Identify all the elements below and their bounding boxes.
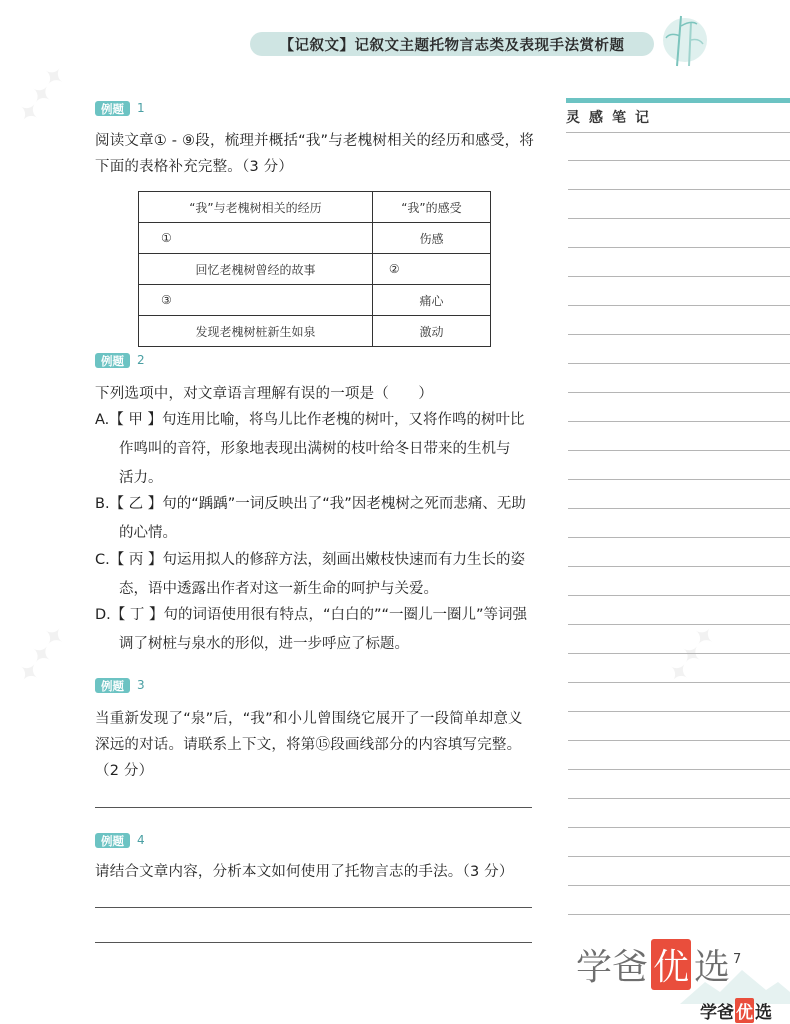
note-line[interactable] [568,914,790,915]
note-line[interactable] [568,160,790,161]
option-line: B.【 乙 】句的“踽踽”一词反映出了“我”因老槐树之死而悲痛、无助 [95,496,526,512]
note-line[interactable] [568,421,790,422]
table-cell: ① [139,223,373,254]
note-line[interactable] [568,740,790,741]
note-line[interactable] [568,334,790,335]
table-row [139,254,491,285]
table-header-row [139,192,491,223]
option-line: 活力。 [119,470,163,486]
note-line[interactable] [568,653,790,654]
option-line: C.【 丙 】句运用拟人的修辞方法，刻画出嫩枝快速而有力生长的姿 [95,552,525,568]
bamboo-decoration-icon [655,10,707,70]
example-tag [95,833,130,848]
logo-highlight: 优 [651,939,691,990]
note-line[interactable] [568,856,790,857]
table-row [139,223,491,254]
option-line: A.【 甲 】句连用比喻，将鸟儿比作老槐的树叶，又将作鸣的树叶比 [95,412,525,428]
notes-header-bar [566,98,790,103]
table-cell: 发现老槐树桩新生如泉 [139,316,373,347]
option-line: 态，语中透露出作者对这一新生命的呵护与关爱。 [119,581,438,597]
option-line: 作鸣叫的音符，形象地表现出满树的枝叶给冬日带来的生机与 [119,441,511,457]
note-line[interactable] [568,566,790,567]
note-line[interactable] [568,305,790,306]
note-line[interactable] [568,682,790,683]
page-number: 7 [733,952,742,967]
option-b [95,490,540,548]
table-cell: ③ [139,285,373,316]
option-line: 调了树桩与泉水的形似，进一步呼应了标题。 [119,636,409,652]
table-cell: 激动 [372,316,490,347]
option-line: D.【 丁 】句的词语使用很有特点，“白白的”“一圈儿一圈儿”等词强 [95,607,528,623]
option-c [95,546,540,604]
example-number: 3 [137,678,145,692]
logo-text: 选 [755,1003,772,1023]
option-line: 的心情。 [119,525,177,541]
example-tag [95,101,130,116]
answer-line[interactable] [95,907,532,908]
note-line[interactable] [568,247,790,248]
note-line[interactable] [568,624,790,625]
example-number: 1 [137,101,145,115]
example-tag [95,678,130,693]
example-tag-label: 例题 [101,678,124,693]
note-line[interactable] [568,363,790,364]
note-line[interactable] [568,450,790,451]
note-line[interactable] [568,189,790,190]
example-number: 4 [137,833,145,847]
brand-logo-large [576,942,730,986]
note-line[interactable] [568,218,790,219]
example-tag [95,353,130,368]
note-line[interactable] [568,276,790,277]
note-line[interactable] [568,827,790,828]
example-number: 2 [137,353,145,367]
answer-line[interactable] [95,942,532,943]
logo-highlight: 优 [735,998,754,1023]
answer-line[interactable] [95,807,532,808]
question-2-text: 下列选项中，对文章语言理解有误的一项是（ ） [95,386,434,402]
notes-title: 灵感笔记 [566,110,658,126]
logo-text: 学爸 [576,946,649,988]
question-3-text: 当重新发现了“泉”后，“我”和小儿曾围绕它展开了一段简单却意义深远的对话。请联系上下文，将第⑮段画线部分的内容填写完整。（2 分） [95,711,523,779]
note-line[interactable] [568,885,790,886]
note-line[interactable] [568,392,790,393]
experience-table [138,191,491,347]
table-cell: 痛心 [372,285,490,316]
note-line[interactable] [568,595,790,596]
question-4-text: 请结合文章内容，分析本文如何使用了托物言志的手法。（3 分） [95,864,514,880]
table-cell: ② [372,254,490,285]
example-tag-label: 例题 [101,353,124,368]
question-1-text: 阅读文章① - ⑨段，梳理并概括“我”与老槐树相关的经历和感受，将下面的表格补充完整。（3 分） [95,133,535,175]
option-a [95,406,540,493]
watermark: ✦✦✦ [11,59,74,131]
chapter-title-banner [250,32,654,56]
note-line[interactable] [568,508,790,509]
watermark: ✦✦✦ [11,619,74,691]
table-row [139,285,491,316]
table-header-cell: “我”与老槐树相关的经历 [139,192,373,223]
note-line[interactable] [568,711,790,712]
table-cell: 回忆老槐树曾经的故事 [139,254,373,285]
table-row [139,316,491,347]
notes-divider [566,132,790,133]
chapter-title: 【记叙文】记叙文主题托物言志类及表现手法赏析题 [279,37,625,54]
table-header-cell: “我”的感受 [372,192,490,223]
note-line[interactable] [568,769,790,770]
table-cell: 伤感 [372,223,490,254]
note-line[interactable] [568,537,790,538]
brand-logo-small [700,998,772,1023]
note-line[interactable] [568,479,790,480]
logo-text: 学爸 [700,1003,734,1023]
example-tag-label: 例题 [101,833,124,848]
example-tag-label: 例题 [101,101,124,116]
option-d [95,601,540,659]
logo-text: 选 [694,946,731,988]
note-line[interactable] [568,798,790,799]
watermark: ✦✦✦ [661,619,724,691]
